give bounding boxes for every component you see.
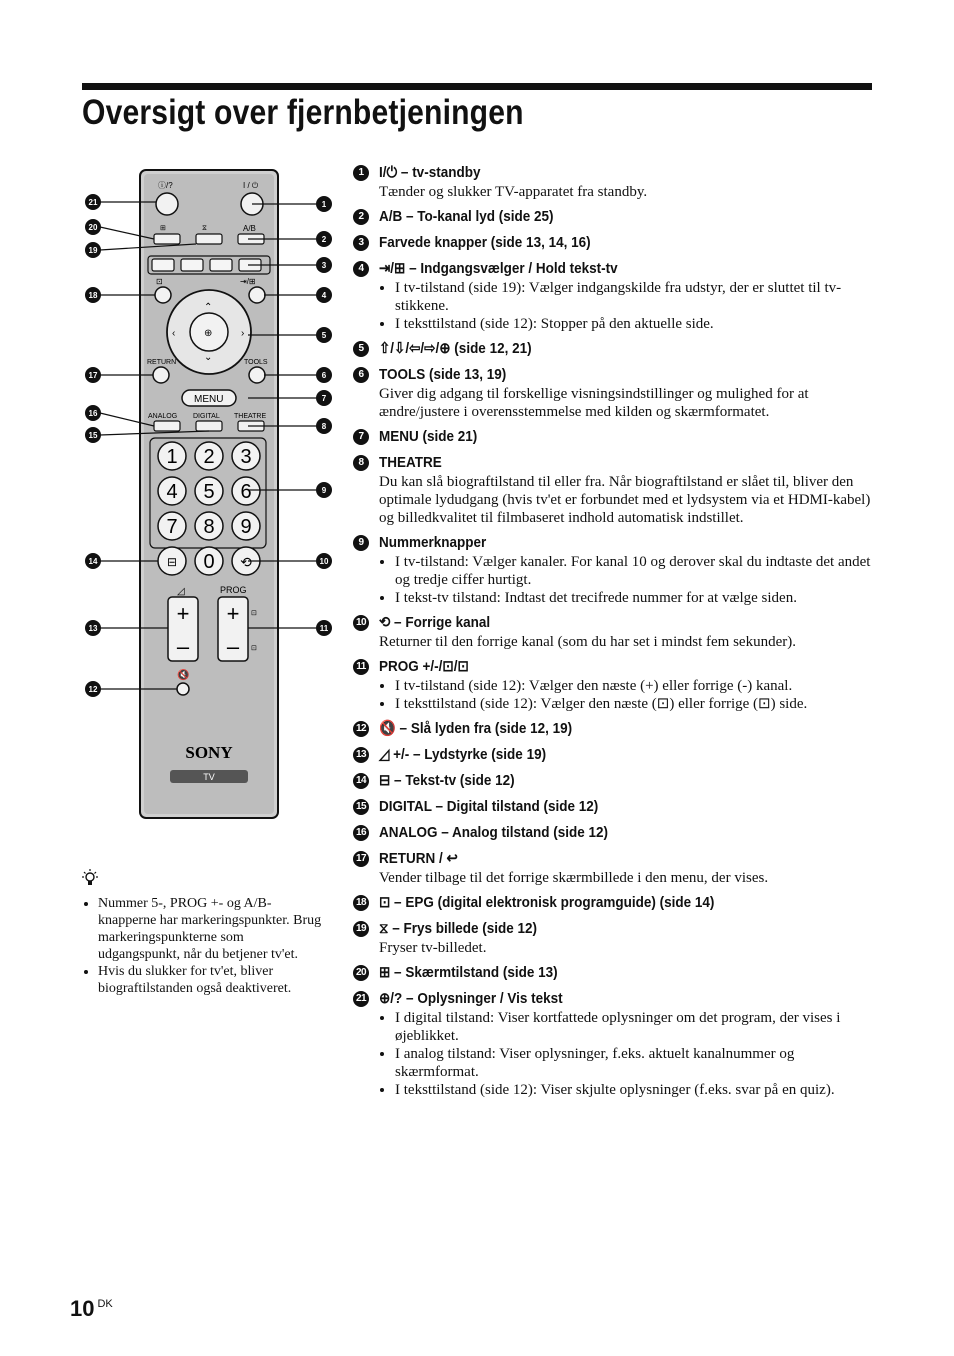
page-title: Oversigt over fjernbetjeningen <box>82 93 524 132</box>
item-heading <box>353 919 878 939</box>
theatre-label: THEATRE <box>234 413 267 420</box>
item-10 <box>353 613 878 651</box>
svg-text:‹: ‹ <box>172 328 176 339</box>
svg-text:0: 0 <box>203 551 215 573</box>
item-number-badge: 17 <box>353 851 369 867</box>
svg-text:›: › <box>241 328 245 339</box>
svg-text:⊞: ⊞ <box>160 225 166 232</box>
item-heading <box>353 365 878 385</box>
page-number: 10 $^{DK}$ <box>70 1296 113 1321</box>
item-1 <box>353 163 878 201</box>
item-title: Farvede knapper (side 13, 14, 16) <box>379 234 591 251</box>
button-descriptions <box>353 163 878 1105</box>
svg-text:⊡: ⊡ <box>251 610 257 617</box>
item-bullets <box>379 553 878 607</box>
item-number-badge: 12 <box>353 721 369 737</box>
svg-text:13: 13 <box>88 624 98 633</box>
svg-text:5: 5 <box>321 331 327 340</box>
mute-button <box>177 683 189 695</box>
tips-list <box>82 895 327 997</box>
item-number-badge: 15 <box>353 799 369 815</box>
item-21 <box>353 989 878 1099</box>
item-heading <box>353 771 878 791</box>
svg-text:+: + <box>176 601 190 626</box>
svg-text:◿: ◿ <box>177 586 185 597</box>
item-bullets <box>379 1009 878 1099</box>
item-number-badge: 7 <box>353 429 369 445</box>
tips-section <box>82 868 327 997</box>
item-title: I/⏻ – tv-standby <box>379 164 481 181</box>
item-title: ⧖ – Frys billede (side 12) <box>379 920 538 937</box>
tools-label: TOOLS <box>244 359 268 366</box>
item-title: MENU (side 21) <box>379 428 478 445</box>
item-title: PROG +/-/⊡/⊡ <box>379 658 469 675</box>
brand-logo: SONY <box>185 743 233 762</box>
item-heading <box>353 339 878 359</box>
item-heading <box>353 163 878 183</box>
svg-text:4: 4 <box>166 481 178 503</box>
item-title: RETURN / ↩ <box>379 850 458 867</box>
svg-text:🔇: 🔇 <box>177 670 190 681</box>
item-bullet: • I digital tilstand: Viser kortfattede oplysninger om det program, der vises i øjeblikket. <box>395 1009 878 1045</box>
item-17 <box>353 849 878 887</box>
item-number-badge: 4 <box>353 261 369 277</box>
item-title: 🔇 – Slå lyden fra (side 12, 19) <box>379 720 573 737</box>
item-bullet: • I analog tilstand: Viser oplysninger, f.eks. aktuelt kanalnummer og skærmformat. <box>395 1045 878 1081</box>
item-16 <box>353 823 878 843</box>
svg-text:17: 17 <box>88 371 98 380</box>
svg-text:⊡: ⊡ <box>251 645 257 652</box>
item-title: TOOLS (side 13, 19) <box>379 366 507 383</box>
item-heading <box>353 427 878 447</box>
item-heading <box>353 745 878 765</box>
digital-label: DIGITAL <box>193 413 220 420</box>
item-number-badge: 9 <box>353 535 369 551</box>
title-rule <box>82 83 872 90</box>
item-number-badge: 18 <box>353 895 369 911</box>
item-heading <box>353 893 878 913</box>
item-heading <box>353 233 878 253</box>
item-number-badge: 13 <box>353 747 369 763</box>
item-bullet: • I tekst-tv tilstand: Indtast det trecifrede nummer for at vælge siden. <box>395 589 878 607</box>
item-18 <box>353 893 878 913</box>
svg-text:6: 6 <box>240 481 252 503</box>
item-number-badge: 14 <box>353 773 369 789</box>
item-5 <box>353 339 878 359</box>
item-7 <box>353 427 878 447</box>
svg-text:1: 1 <box>166 446 178 468</box>
item-heading <box>353 613 878 633</box>
svg-text:9: 9 <box>321 486 327 495</box>
menu-label: MENU <box>194 394 224 405</box>
item-title: ⊡ – EPG (digital elektronisk programguide) (side 14) <box>379 894 715 911</box>
item-bullet: • I teksttilstand (side 12): Vælger den næste (⊡) eller forrige (⊡) side. <box>395 695 878 713</box>
item-11 <box>353 657 878 713</box>
item-title: ⊟ – Tekst-tv (side 12) <box>379 772 515 789</box>
item-description: Returner til den forrige kanal (som du har set i mindst fem sekunder). <box>379 634 796 650</box>
power-label: I / ⏻ <box>243 181 259 190</box>
item-heading <box>353 657 878 677</box>
svg-text:2: 2 <box>203 446 215 468</box>
item-heading <box>353 207 878 227</box>
item-number-badge: 6 <box>353 367 369 383</box>
prog-label: PROG <box>220 585 247 595</box>
tip-item: • Hvis du slukker for tv'et, bliver biograftilstanden også deaktiveret. <box>98 963 327 997</box>
item-number-badge: 11 <box>353 659 369 675</box>
svg-text:⊡: ⊡ <box>156 277 163 286</box>
item-description: Giver dig adgang til forskellige visningsindstillinger og mulighed for at ændre/justere i overensstemmelse med kilden og skærmformatet. <box>379 386 809 420</box>
svg-text:11: 11 <box>319 624 329 633</box>
item-title: ⇥/⊞ – Indgangsvælger / Hold tekst-tv <box>379 260 618 277</box>
item-19 <box>353 919 878 957</box>
svg-text:6: 6 <box>321 371 327 380</box>
item-20 <box>353 963 878 983</box>
item-number-badge: 5 <box>353 341 369 357</box>
item-12 <box>353 719 878 739</box>
item-9 <box>353 533 878 607</box>
item-title: ◿ +/- – Lydstyrke (side 19) <box>379 746 547 763</box>
svg-text:TV: TV <box>203 772 215 782</box>
item-title: ANALOG – Analog tilstand (side 12) <box>379 824 609 841</box>
item-heading <box>353 849 878 869</box>
svg-text:3: 3 <box>240 446 252 468</box>
epg-button <box>155 287 171 303</box>
svg-text:21: 21 <box>88 198 98 207</box>
item-title: A/B – To-kanal lyd (side 25) <box>379 208 554 225</box>
digital-button <box>196 421 222 431</box>
lightbulb-icon <box>82 868 98 888</box>
item-number-badge: 19 <box>353 921 369 937</box>
yellow-button <box>210 259 232 271</box>
item-heading <box>353 719 878 739</box>
svg-text:⇥/⊞: ⇥/⊞ <box>240 277 256 286</box>
item-6 <box>353 365 878 421</box>
item-number-badge: 1 <box>353 165 369 181</box>
item-bullet: • I teksttilstand (side 12): Stopper på den aktuelle side. <box>395 315 878 333</box>
return-label: RETURN <box>147 359 177 366</box>
remote-callouts-right <box>248 160 343 720</box>
item-title: THEATRE <box>379 454 442 471</box>
svg-text:⊟: ⊟ <box>166 555 178 569</box>
item-14 <box>353 771 878 791</box>
item-heading <box>353 453 878 473</box>
analog-label: ANALOG <box>148 413 178 420</box>
svg-text:8: 8 <box>203 516 215 538</box>
item-heading <box>353 797 878 817</box>
svg-text:18: 18 <box>88 291 98 300</box>
svg-text:10: 10 <box>319 557 329 566</box>
item-heading <box>353 823 878 843</box>
item-bullets <box>379 279 878 333</box>
item-number-badge: 16 <box>353 825 369 841</box>
svg-text:19: 19 <box>88 246 98 255</box>
item-title: ⊞ – Skærmtilstand (side 13) <box>379 964 558 981</box>
item-heading <box>353 259 878 279</box>
svg-text:⊕: ⊕ <box>204 328 213 339</box>
item-description: Fryser tv-billedet. <box>379 940 487 956</box>
red-button <box>152 259 174 271</box>
item-title: DIGITAL – Digital tilstand (side 12) <box>379 798 599 815</box>
svg-text:20: 20 <box>88 223 98 232</box>
svg-text:⌄: ⌄ <box>204 352 213 363</box>
item-4 <box>353 259 878 333</box>
item-description: Du kan slå biograftilstand til eller fra. Når biograftilstand er slået til, bliver den optimale lydudgang (hvis tv'et er forbundet med et lydsystem via et HDMI-kabel) og billedkvalitet til filmbaseret indhold automatisk indstillet. <box>379 474 871 526</box>
svg-text:A/B: A/B <box>243 224 256 233</box>
item-title: ⟲ – Forrige kanal <box>379 614 491 631</box>
item-number-badge: 20 <box>353 965 369 981</box>
svg-text:4: 4 <box>321 291 327 300</box>
freeze-button <box>196 234 222 244</box>
item-bullet: • I tv-tilstand (side 19): Vælger indgangskilde fra udstyr, der er sluttet til tv-stikkene. <box>395 279 878 315</box>
svg-text:–: – <box>226 634 240 659</box>
svg-text:ⓘ/?: ⓘ/? <box>158 181 173 190</box>
item-15 <box>353 797 878 817</box>
svg-text:–: – <box>176 634 190 659</box>
item-bullets <box>379 677 878 713</box>
item-title: ⊕/? – Oplysninger / Vis tekst <box>379 990 563 1007</box>
svg-text:⌃: ⌃ <box>204 302 213 313</box>
item-bullet: • I teksttilstand (side 12): Viser skjulte oplysninger (f.eks. svar på en quiz). <box>395 1081 878 1099</box>
svg-text:7: 7 <box>321 394 327 403</box>
item-heading <box>353 989 878 1009</box>
item-8 <box>353 453 878 527</box>
svg-text:2: 2 <box>321 235 327 244</box>
item-title: ⇧/⇩/⇦/⇨/⊕ (side 12, 21) <box>379 340 532 357</box>
svg-text:⧖: ⧖ <box>202 225 207 232</box>
svg-text:8: 8 <box>321 422 327 431</box>
item-bullet: • I tv-tilstand: Vælger kanaler. For kanal 10 og derover skal du indtaste det andet og tredje ciffer hurtigt. <box>395 553 878 589</box>
item-title: Nummerknapper <box>379 534 487 551</box>
item-number-badge: 21 <box>353 991 369 1007</box>
svg-text:5: 5 <box>203 481 215 503</box>
item-number-badge: 8 <box>353 455 369 471</box>
item-heading <box>353 963 878 983</box>
svg-text:9: 9 <box>240 516 252 538</box>
analog-button <box>154 421 180 431</box>
svg-text:3: 3 <box>321 261 327 270</box>
svg-text:+: + <box>226 601 240 626</box>
svg-text:16: 16 <box>88 409 98 418</box>
svg-text:14: 14 <box>88 557 98 566</box>
item-number-badge: 2 <box>353 209 369 225</box>
svg-text:7: 7 <box>166 516 178 538</box>
item-description: Vender tilbage til det forrige skærmbillede i den menu, der vises. <box>379 870 769 886</box>
svg-text:15: 15 <box>88 431 98 440</box>
item-number-badge: 3 <box>353 235 369 251</box>
item-number-badge: 10 <box>353 615 369 631</box>
item-heading <box>353 533 878 553</box>
item-description: Tænder og slukker TV-apparatet fra standby. <box>379 184 648 200</box>
item-2 <box>353 207 878 227</box>
svg-text:1: 1 <box>321 200 327 209</box>
screen-mode-button <box>154 234 180 244</box>
item-bullet: • I tv-tilstand (side 12): Vælger den næste (+) eller forrige (-) kanal. <box>395 677 878 695</box>
info-button <box>156 193 178 215</box>
item-13 <box>353 745 878 765</box>
green-button <box>181 259 203 271</box>
tip-item: • Nummer 5-, PROG +- og A/B-knapperne har markeringspunkter. Brug markeringspunkterne som udgangspunkt, når du betjener tv'et. <box>98 895 327 963</box>
svg-text:⟲: ⟲ <box>240 554 252 570</box>
return-button <box>153 367 169 383</box>
item-3 <box>353 233 878 253</box>
svg-text:12: 12 <box>88 685 98 694</box>
